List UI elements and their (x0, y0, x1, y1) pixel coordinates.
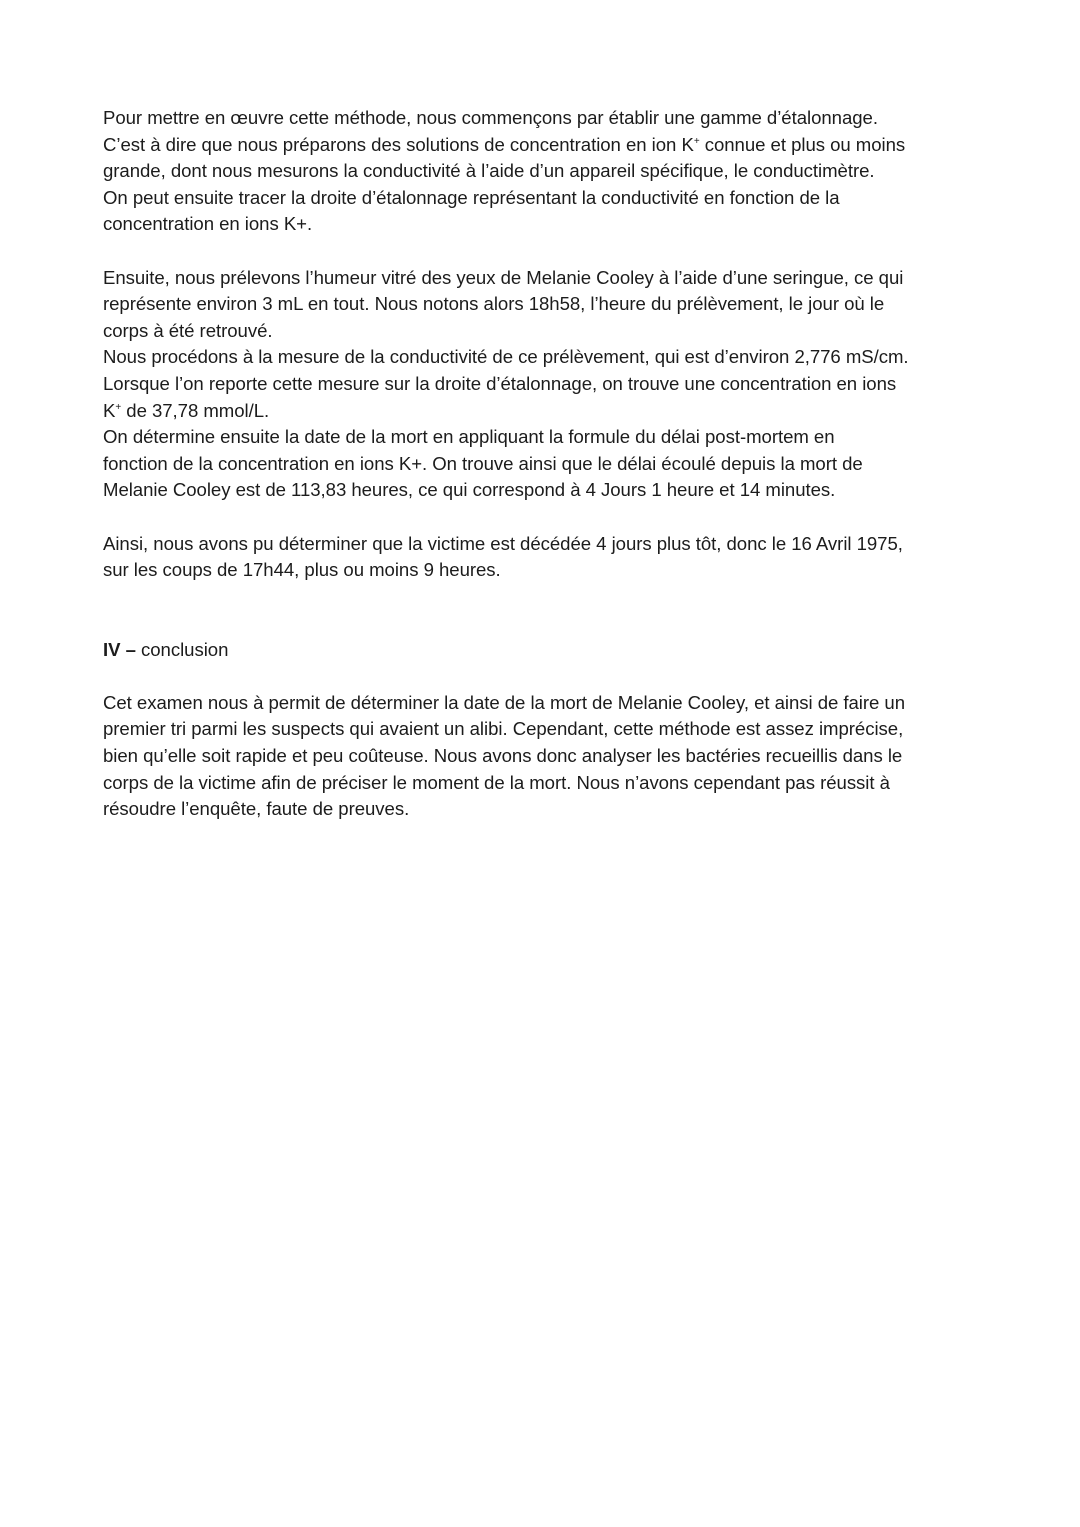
text-line: C’est à dire que nous préparons des solutions de concentration en ion K+ connue et plus ou moins (103, 133, 906, 155)
text-line: On détermine ensuite la date de la mort en appliquant la formule du délai post-mortem en (103, 426, 835, 448)
section-spacer (103, 584, 983, 637)
paragraph-measurement (103, 265, 983, 504)
superscript-plus: + (115, 401, 122, 413)
text-line: K+ de 37,78 mmol/L. (103, 399, 270, 421)
text-line: fonction de la concentration en ions K+. On trouve ainsi que le délai écoulé depuis la mort de (103, 452, 863, 474)
document-body (103, 105, 983, 823)
text-line: Ensuite, nous prélevons l’humeur vitré des yeux de Melanie Cooley à l’aide d’une seringue, ce qui (103, 266, 904, 288)
text-line: Nous procédons à la mesure de la conductivité de ce prélèvement, qui est d’environ 2,776 mS/cm. (103, 346, 909, 368)
paragraph-spacer (103, 504, 983, 531)
text-line: concentration en ions K+. (103, 213, 313, 235)
text-line: On peut ensuite tracer la droite d’étalonnage représentant la conductivité en fonction de la (103, 186, 840, 208)
text-line: bien qu’elle soit rapide et peu coûteuse. Nous avons donc analyser les bactéries recueillis dans le (103, 745, 903, 767)
text-line: Lorsque l’on reporte cette mesure sur la droite d’étalonnage, on trouve une concentration en ions (103, 372, 897, 394)
text-line: sur les coups de 17h44, plus ou moins 9 heures. (103, 559, 501, 581)
text-line: résoudre l’enquête, faute de preuves. (103, 798, 410, 820)
text-line: Ainsi, nous avons pu déterminer que la victime est décédée 4 jours plus tôt, donc le 16 Avril 1975, (103, 532, 903, 554)
section-number: IV (103, 638, 121, 660)
section-separator: – (120, 638, 141, 660)
paragraph-spacer (103, 238, 983, 265)
text-line: Melanie Cooley est de 113,83 heures, ce qui correspond à 4 Jours 1 heure et 14 minutes. (103, 479, 836, 501)
text-line: représente environ 3 mL en tout. Nous notons alors 18h58, l’heure du prélèvement, le jour où le (103, 293, 885, 315)
superscript-plus: + (693, 135, 700, 147)
section-title: conclusion (141, 638, 229, 660)
paragraph-spacer (103, 663, 983, 690)
text-line: Cet examen nous à permit de déterminer la date de la mort de Melanie Cooley, et ainsi de faire un (103, 691, 906, 713)
paragraph-conclusion (103, 690, 983, 823)
paragraph-calibration (103, 105, 983, 238)
text-line: Pour mettre en œuvre cette méthode, nous commençons par établir une gamme d’étalonnage. (103, 107, 878, 128)
text-line: corps à été retrouvé. (103, 319, 273, 341)
text-line: grande, dont nous mesurons la conductivité à l’aide d’un appareil spécifique, le conductimètre. (103, 160, 875, 182)
text-line: premier tri parmi les suspects qui avaient un alibi. Cependant, cette méthode est assez imprécise, (103, 718, 904, 740)
section-heading-conclusion (103, 637, 983, 664)
text-line: corps de la victime afin de préciser le moment de la mort. Nous n’avons cependant pas réussit à (103, 771, 890, 793)
paragraph-result (103, 531, 983, 584)
